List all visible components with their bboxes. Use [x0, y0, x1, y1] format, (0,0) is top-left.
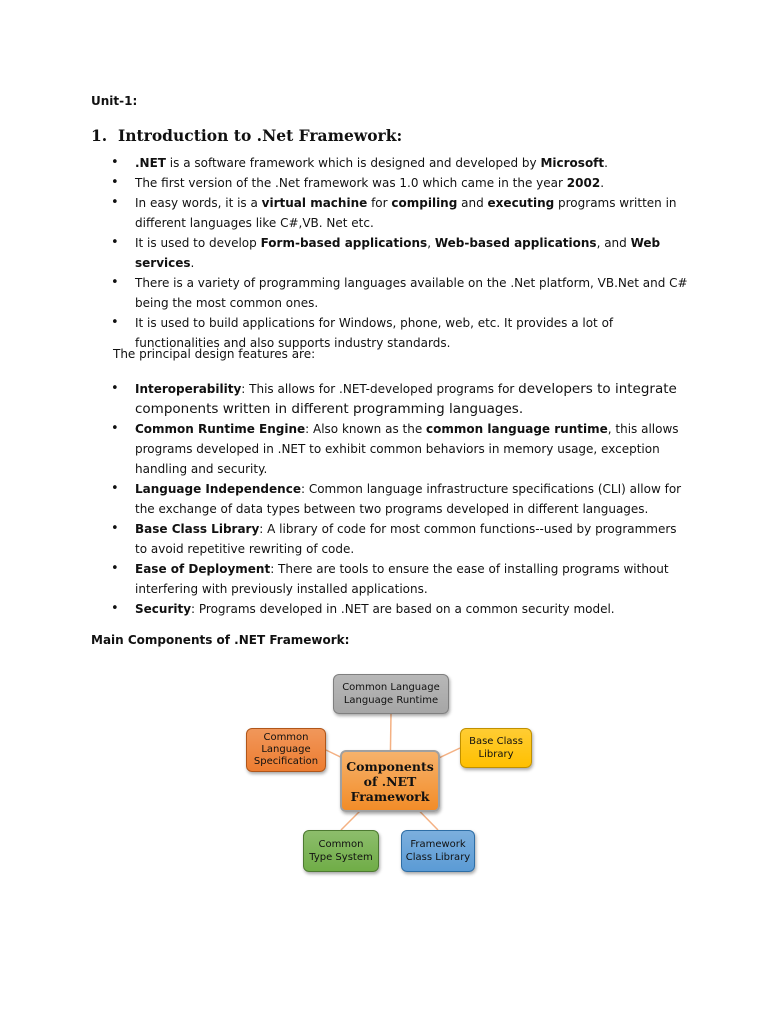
bullet-text: . [600, 176, 605, 190]
bold-term: Microsoft [540, 156, 605, 170]
bullet-text: : This allows for .NET-developed programs for [241, 382, 519, 396]
unit-label: Unit-1: [91, 94, 138, 108]
bullet-text: In easy words, it is a [135, 196, 262, 210]
node-text: Framework [410, 839, 466, 850]
bullet-text: : A library of code for most common functions--used by programmers to avoid repetitive rewriting of code. [135, 522, 677, 556]
node-text: of .NET [363, 773, 417, 789]
node-text: Components [346, 758, 434, 774]
bold-term: Interoperability [135, 382, 242, 396]
components-diagram [232, 664, 536, 878]
node-text: Common Language [342, 682, 440, 693]
node-text: Language Runtime [343, 695, 439, 706]
section-title: Introduction to .Net Framework: [118, 126, 403, 145]
bullet-text: , this allows programs developed in .NET to exhibit common behaviors in memory usage, exception handling and security. [135, 422, 679, 476]
node-center-components [340, 750, 440, 812]
node-text: Common [318, 839, 364, 850]
node-text: Library [478, 749, 514, 760]
node-common-language-runtime [333, 674, 449, 714]
section-number: 1. [91, 126, 108, 145]
intro-bullet-list [0, 153, 768, 353]
bullet-item [0, 193, 768, 233]
bullet-text: : Also known as the [305, 422, 427, 436]
node-framework-class-library [401, 830, 475, 872]
bullet-text: : There are tools to ensure the ease of installing programs without interfering with previously installed applications. [135, 562, 669, 596]
bullet-text: It is used to build applications for Windows, phone, web, etc. It provides a lot of functionalities and also supports industry standards. [135, 316, 614, 350]
bold-term: Language Independence [135, 482, 301, 496]
bullet-text: and [457, 196, 488, 210]
bullet-text: developers to integrate components written in different programming languages. [135, 381, 677, 417]
bold-term: executing [487, 196, 555, 210]
bullet-item [0, 519, 768, 559]
node-text: Language [261, 744, 311, 755]
bold-term: compiling [391, 196, 458, 210]
node-text: Common [263, 732, 309, 743]
bullet-item [0, 379, 768, 419]
bullet-text: , and [596, 236, 631, 250]
bullet-item [0, 479, 768, 519]
bullet-item [0, 233, 768, 273]
bold-term: common language runtime [426, 422, 608, 436]
node-common-language-specification [246, 728, 326, 772]
bold-term: Base Class Library [135, 522, 260, 536]
bullet-item [0, 559, 768, 599]
bold-term: Web services [135, 236, 661, 270]
bullet-item [0, 419, 768, 479]
node-text: Base Class [469, 736, 523, 747]
bullet-text: . [190, 256, 195, 270]
bold-term: virtual machine [261, 196, 368, 210]
bullet-text: , [427, 236, 435, 250]
bullet-text: : Programs developed in .NET are based on a common security model. [191, 602, 615, 616]
bold-term: Common Runtime Engine [135, 422, 306, 436]
bold-term: Ease of Deployment [135, 562, 271, 576]
node-base-class-library [460, 728, 532, 768]
node-text: Framework [350, 788, 430, 804]
bullet-text: programs written in different languages like C#,VB. Net etc. [135, 196, 677, 230]
bold-term: Web-based applications [434, 236, 597, 250]
bullet-text: It is used to develop [135, 236, 261, 250]
components-heading: Main Components of .NET Framework: [91, 633, 350, 647]
bullet-text: . [604, 156, 608, 170]
bullet-text: There is a variety of programming languages available on the .Net platform, VB.Net and C# being the most common ones. [135, 276, 688, 310]
bullet-item [0, 599, 768, 619]
bold-term: Form-based applications [260, 236, 428, 250]
node-text: Type System [309, 852, 373, 863]
bullet-text: is a software framework which is designed and developed by [165, 156, 541, 170]
design-features-list [0, 379, 768, 619]
bullet-item [0, 173, 768, 193]
bullet-item [0, 153, 768, 173]
bullet-text: : Common language infrastructure specifications (CLI) allow for the exchange of data types between two programs developed in different languages. [135, 482, 682, 516]
node-text: Specification [253, 756, 319, 767]
bullet-text: for [367, 196, 392, 210]
bold-term: 2002 [566, 176, 601, 190]
design-intro-text: The principal design features are: [113, 347, 316, 361]
node-common-type-system [303, 830, 379, 872]
section-heading [91, 126, 402, 145]
node-text: Class Library [405, 852, 471, 863]
bullet-item [0, 273, 768, 313]
bold-term: Security [135, 602, 192, 616]
bold-term: .NET [135, 156, 166, 170]
bullet-text: The first version of the .Net framework was 1.0 which came in the year [135, 176, 567, 190]
